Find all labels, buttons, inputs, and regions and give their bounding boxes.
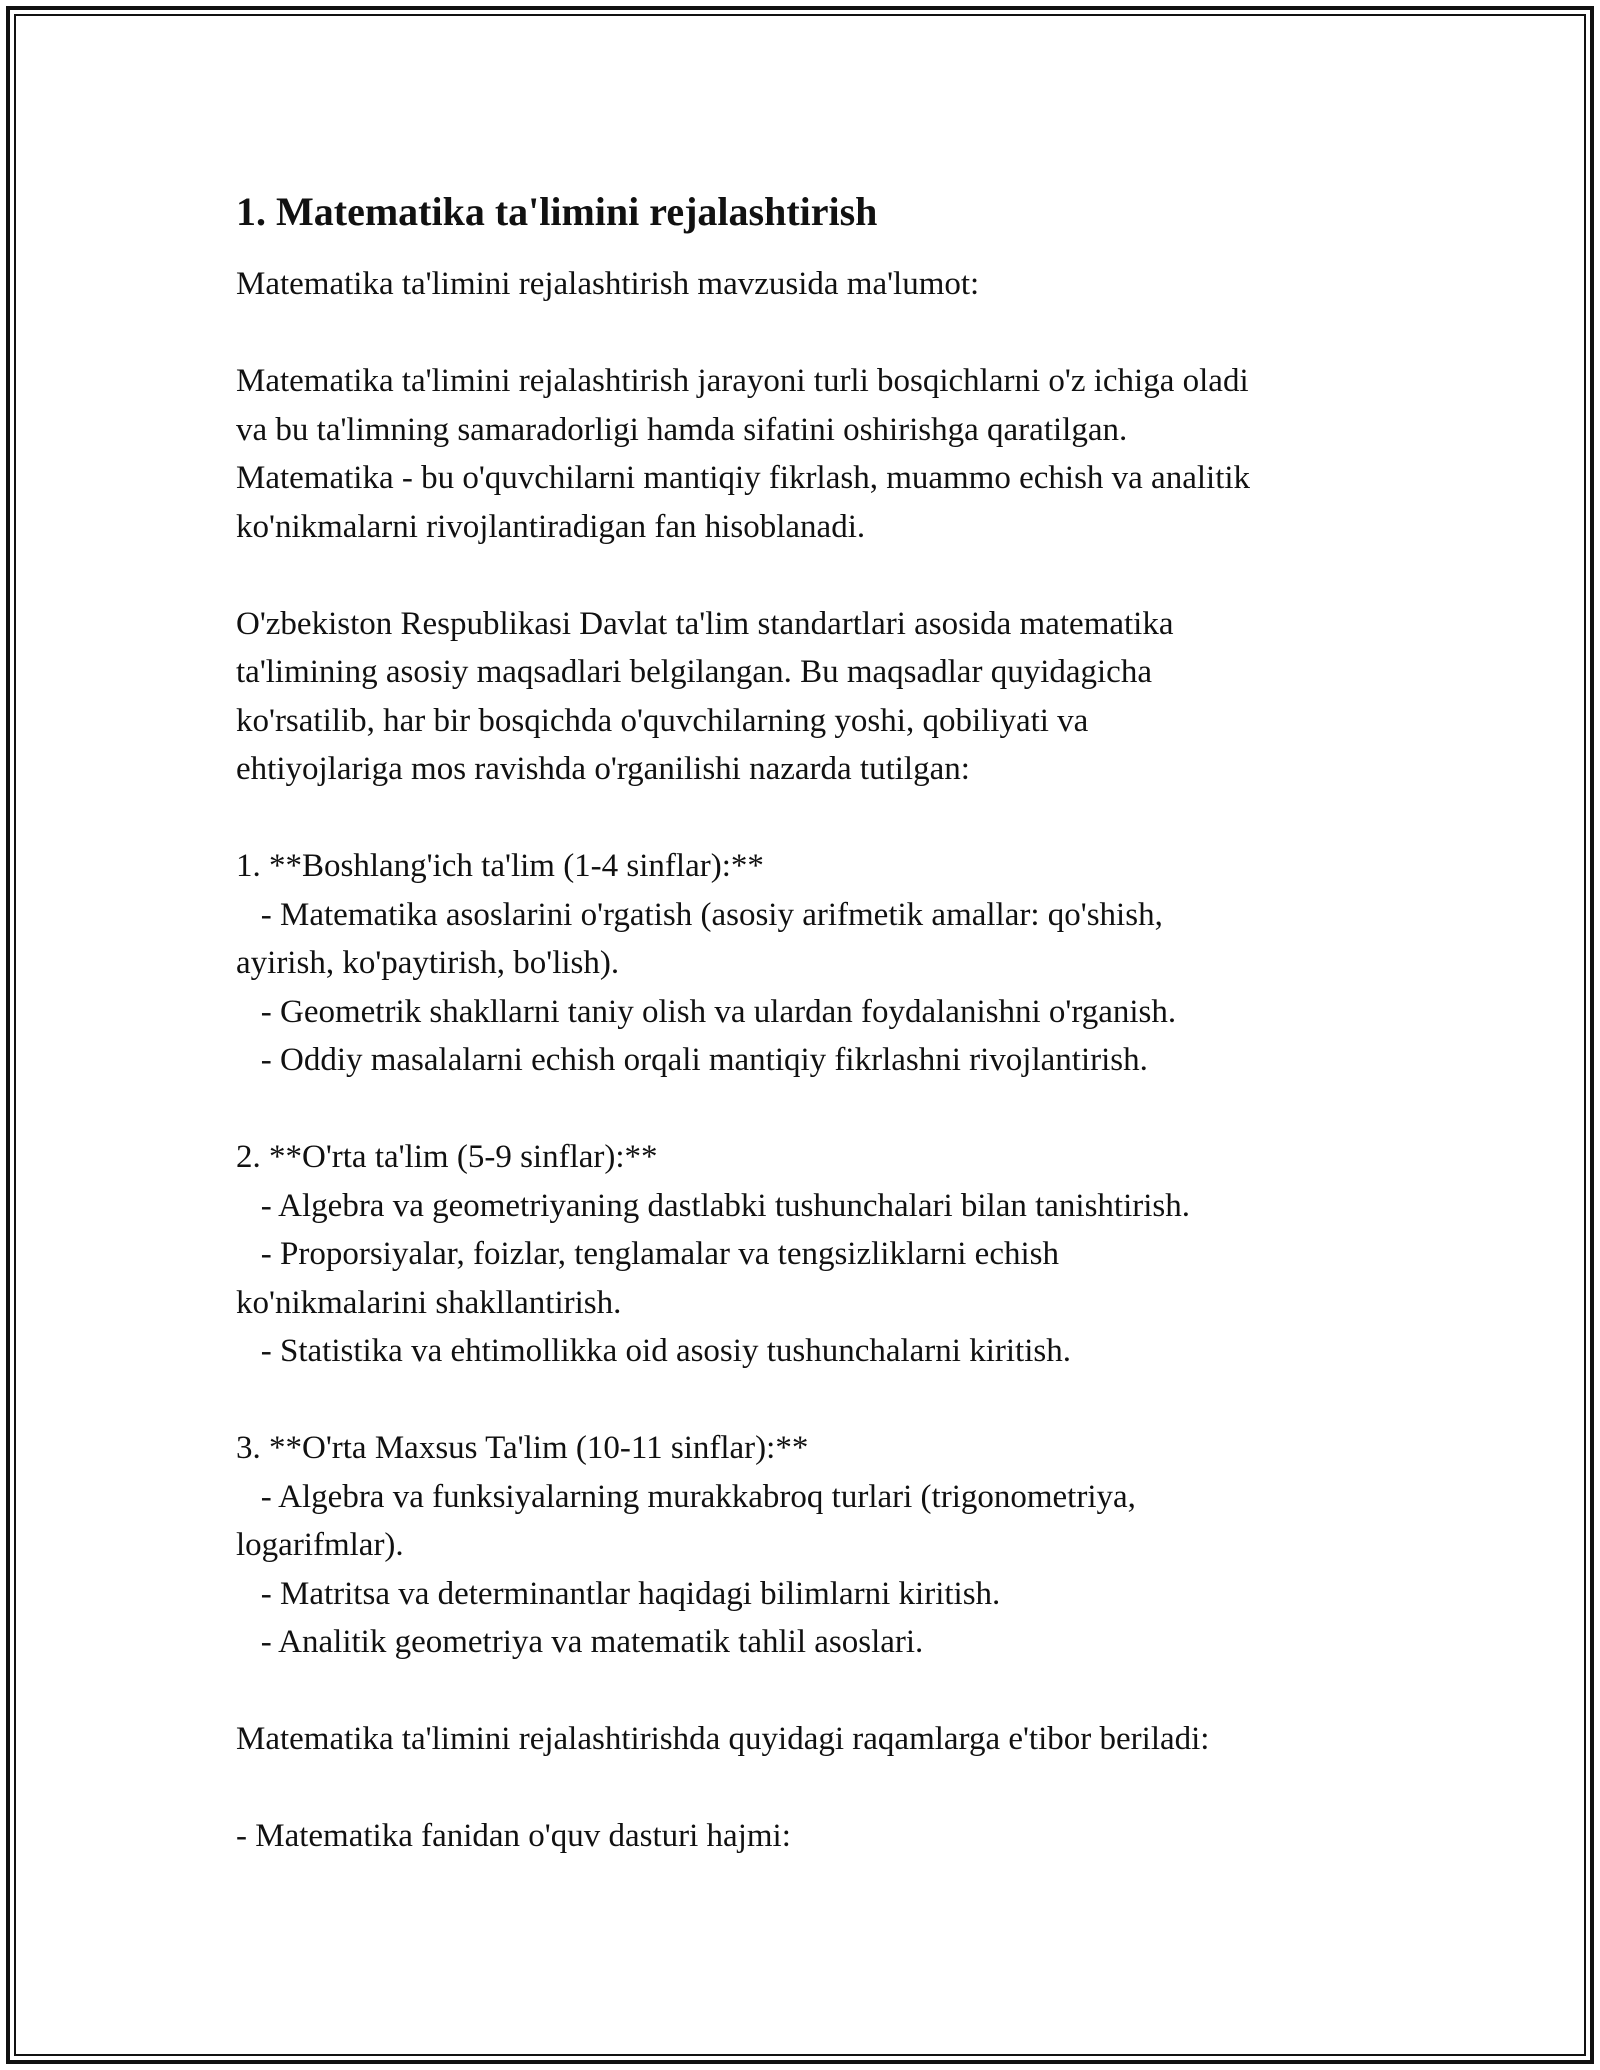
text-line: - Algebra va funksiyalarning murakkabroq turlari (trigonometriya,	[236, 1478, 1136, 1515]
blank-line	[236, 309, 1386, 358]
text-line: logarifmlar).	[236, 1527, 404, 1563]
text-line: Matematika ta'limini rejalashtirish mavzusida ma'lumot:	[236, 266, 980, 302]
text-line: - Oddiy masalalarni echish orqali mantiqiy fikrlashni rivojlantirish.	[236, 1042, 1148, 1078]
text-line: ayirish, ko'paytirish, bo'lish).	[236, 945, 620, 981]
text-line: ko'nikmalarini shakllantirish.	[236, 1284, 622, 1321]
text-line: ehtiyojlariga mos ravishda o'rganilishi nazarda tutilgan:	[236, 751, 970, 787]
text-line: - Proporsiyalar, foizlar, tenglamalar va tengsizliklarni echish	[236, 1236, 1059, 1272]
text-line: ta'limining asosiy maqsadlari belgilangan. Bu maqsadlar quyidagicha	[236, 654, 1152, 690]
text-line: 3. **O'rta Maxsus Ta'lim (10-11 sinflar):**	[236, 1430, 809, 1466]
document-title: 1. Matematika ta'limini rejalashtirish	[236, 189, 878, 234]
blank-line	[236, 1085, 1386, 1134]
blank-line	[236, 551, 1386, 600]
text-line: ko'nikmalarni rivojlantiradigan fan hisoblanadi.	[236, 508, 866, 545]
text-line: ko'rsatilib, har bir bosqichda o'quvchilarning yoshi, qobiliyati va	[236, 702, 1089, 739]
text-line: 2. **O'rta ta'lim (5-9 sinflar):**	[236, 1139, 658, 1175]
text-line: - Geometrik shakllarni taniy olish va ulardan foydalanishni o'rganish.	[236, 993, 1177, 1030]
text-line: Matematika ta'limini rejalashtirish jarayoni turli bosqichlarni o'z ichiga oladi	[236, 363, 1249, 399]
text-line: 1. **Boshlang'ich ta'lim (1-4 sinflar):**	[236, 848, 764, 884]
text-line: Matematika ta'limini rejalashtirishda quyidagi raqamlarga e'tibor beriladi:	[236, 1721, 1210, 1757]
document-page	[236, 186, 1386, 1861]
text-line: - Matematika asoslarini o'rgatish (asosiy arifmetik amallar: qo'shish,	[236, 896, 1163, 933]
text-line: O'zbekiston Respublikasi Davlat ta'lim standartlari asosida matematika	[236, 605, 1174, 642]
blank-line	[236, 1667, 1386, 1716]
blank-line	[236, 794, 1386, 843]
text-line: Matematika - bu o'quvchilarni mantiqiy fikrlash, muammo echish va analitik	[236, 460, 1251, 496]
text-line: va bu ta'limning samaradorligi hamda sifatini oshirishga qaratilgan.	[236, 411, 1128, 448]
blank-line	[236, 1764, 1386, 1813]
text-line: - Statistika va ehtimollikka oid asosiy tushunchalarni kiritish.	[236, 1333, 1071, 1369]
text-line: - Analitik geometriya va matematik tahlil asoslari.	[236, 1624, 924, 1660]
text-line: - Matematika fanidan o'quv dasturi hajmi:	[236, 1818, 791, 1854]
blank-line	[236, 1376, 1386, 1425]
text-line: - Matritsa va determinantlar haqidagi bilimlarni kiritish.	[236, 1575, 1001, 1612]
text-line: - Algebra va geometriyaning dastlabki tushunchalari bilan tanishtirish.	[236, 1187, 1191, 1224]
document-body	[236, 260, 1386, 1861]
